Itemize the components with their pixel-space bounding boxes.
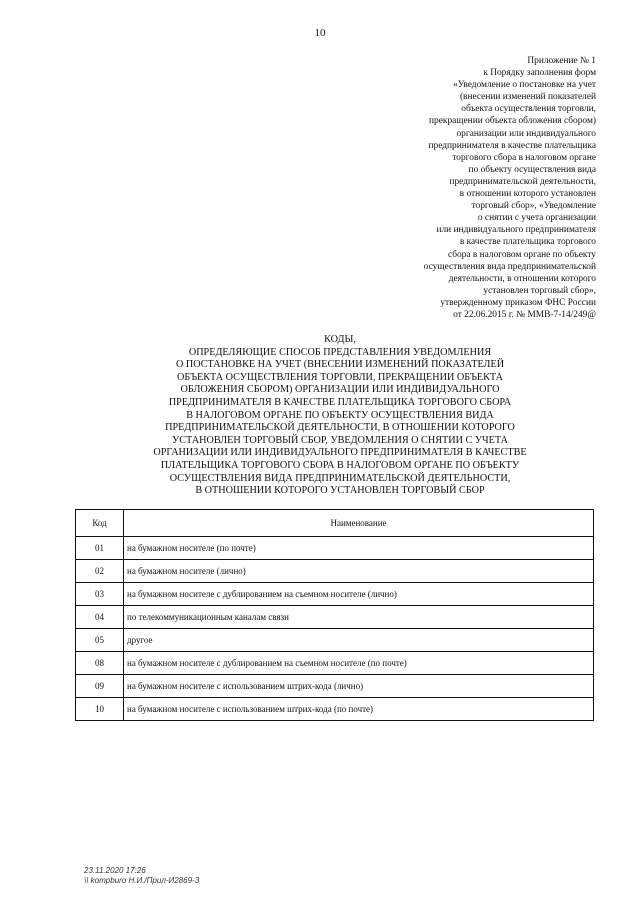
code-cell: 02 — [76, 560, 124, 583]
name-cell: на бумажном носителе с использованием штрих-кода (по почте) — [124, 698, 594, 721]
code-cell: 10 — [76, 698, 124, 721]
name-cell: на бумажном носителе (по почте) — [124, 537, 594, 560]
code-cell: 08 — [76, 652, 124, 675]
code-cell: 01 — [76, 537, 124, 560]
codes-table — [75, 509, 594, 721]
appendix-line: по объекту осуществления вида — [468, 164, 596, 175]
appendix-line: организации или индивидуального — [456, 128, 596, 139]
title-line: ОБЪЕКТА ОСУЩЕСТВЛЕНИЯ ТОРГОВЛИ, ПРЕКРАЩЕНИИ ОБЪЕКТА — [177, 371, 503, 383]
column-header-code: Код — [76, 510, 124, 537]
appendix-line: Приложение № 1 — [527, 56, 596, 66]
appendix-line: прекращении объекта обложения сбором) — [429, 116, 596, 127]
title-line: ОСУЩЕСТВЛЕНИЯ ВИДА ПРЕДПРИНИМАТЕЛЬСКОЙ ДЕЯТЕЛЬНОСТИ, — [169, 472, 511, 484]
table-row — [76, 652, 594, 675]
title-line: ОПРЕДЕЛЯЮЩИЕ СПОСОБ ПРЕДСТАВЛЕНИЯ УВЕДОМЛЕНИЯ — [188, 346, 492, 358]
code-cell: 05 — [76, 629, 124, 652]
code-cell: 09 — [76, 675, 124, 698]
appendix-line: к Порядку заполнения форм — [483, 68, 596, 79]
code-cell: 04 — [76, 606, 124, 629]
title-line: О ПОСТАНОВКЕ НА УЧЕТ (ВНЕСЕНИИ ИЗМЕНЕНИЙ ПОКАЗАТЕЛЕЙ — [175, 359, 505, 371]
name-cell: на бумажном носителе с дублированием на съемном носителе (по почте) — [124, 652, 594, 675]
column-header-name: Наименование — [124, 510, 594, 537]
title-line: УСТАНОВЛЕН ТОРГОВЫЙ СБОР, УВЕДОМЛЕНИЯ О СНЯТИИ С УЧЕТА — [172, 434, 508, 446]
appendix-line: (внесении изменений показателей — [459, 92, 596, 103]
table-row — [76, 606, 594, 629]
table-header-row — [76, 510, 594, 537]
code-cell: 03 — [76, 583, 124, 606]
title-line: ПЛАТЕЛЬЩИКА ТОРГОВОГО СБОРА В НАЛОГОВОМ ОРГАНЕ ПО ОБЪЕКТУ — [160, 459, 520, 471]
appendix-line: сбора в налоговом органе по объекту — [447, 249, 596, 260]
table-row — [76, 675, 594, 698]
appendix-line: в отношении которого установлен — [459, 189, 596, 200]
footer-stamp — [84, 866, 199, 886]
document-title — [80, 334, 600, 498]
name-cell: на бумажном носителе с использованием штрих-кода (лично) — [124, 675, 594, 698]
title-line: ОРГАНИЗАЦИИ ИЛИ ИНДИВИДУАЛЬНОГО ПРЕДПРИНИМАТЕЛЯ В КАЧЕСТВЕ — [153, 447, 527, 459]
appendix-line: или индивидуального предпринимателя — [436, 225, 596, 236]
name-cell: на бумажном носителе с дублированием на съемном носителе (лично) — [124, 583, 594, 606]
appendix-line: утвержденному приказом ФНС России — [440, 297, 596, 308]
appendix-line: установлен торговый сбор», — [483, 285, 596, 296]
appendix-line: предпринимателя в качестве плательщика — [428, 140, 596, 151]
table-row — [76, 560, 594, 583]
appendix-line: объекта осуществления торговли, — [461, 104, 596, 115]
table-row — [76, 583, 594, 606]
appendix-line: деятельности, в отношении которого — [448, 273, 596, 284]
appendix-line: торгового сбора в налоговом органе — [452, 152, 596, 163]
footer-file-path: \\ kompburo Н.И./Прил-И2869-3 — [84, 876, 200, 885]
title-line: ПРЕДПРИНИМАТЕЛЬСКОЙ ДЕЯТЕЛЬНОСТИ, В ОТНОШЕНИИ КОТОРОГО — [165, 422, 515, 434]
table-row — [76, 629, 594, 652]
appendix-line: от 22.06.2015 г. № ММВ-7-14/249@ — [453, 309, 596, 320]
footer-timestamp: 23.11.2020 17:26 — [84, 866, 146, 875]
appendix-line: торговый сбор», «Уведомление — [471, 201, 596, 212]
table-row — [76, 698, 594, 721]
appendix-line: предпринимательской деятельности, — [449, 176, 596, 187]
table-row — [76, 537, 594, 560]
title-line: ПРЕДПРИНИМАТЕЛЯ В КАЧЕСТВЕ ПЛАТЕЛЬЩИКА ТОРГОВОГО СБОРА — [168, 396, 512, 408]
page-number: 10 — [314, 27, 326, 39]
name-cell: по телекоммуникационным каналам связи — [124, 606, 594, 629]
title-line: ОБЛОЖЕНИЯ СБОРОМ) ОРГАНИЗАЦИИ ИЛИ ИНДИВИДУАЛЬНОГО — [180, 384, 500, 396]
title-line: В НАЛОГОВОМ ОРГАНЕ ПО ОБЪЕКТУ ОСУЩЕСТВЛЕНИЯ ВИДА — [186, 409, 494, 421]
title-line: В ОТНОШЕНИИ КОТОРОГО УСТАНОВЛЕН ТОРГОВЫЙ СБОР — [195, 485, 485, 497]
name-cell: на бумажном носителе (лично) — [124, 560, 594, 583]
appendix-line: о снятии с учета организации — [477, 213, 596, 224]
appendix-header — [336, 55, 596, 321]
appendix-line: «Уведомление о постановке на учет — [453, 80, 596, 91]
name-cell: другое — [124, 629, 594, 652]
appendix-line: в качестве плательщика торгового — [459, 237, 596, 248]
title-line: КОДЫ, — [324, 334, 356, 345]
appendix-line: осуществления вида предпринимательской — [423, 261, 596, 272]
